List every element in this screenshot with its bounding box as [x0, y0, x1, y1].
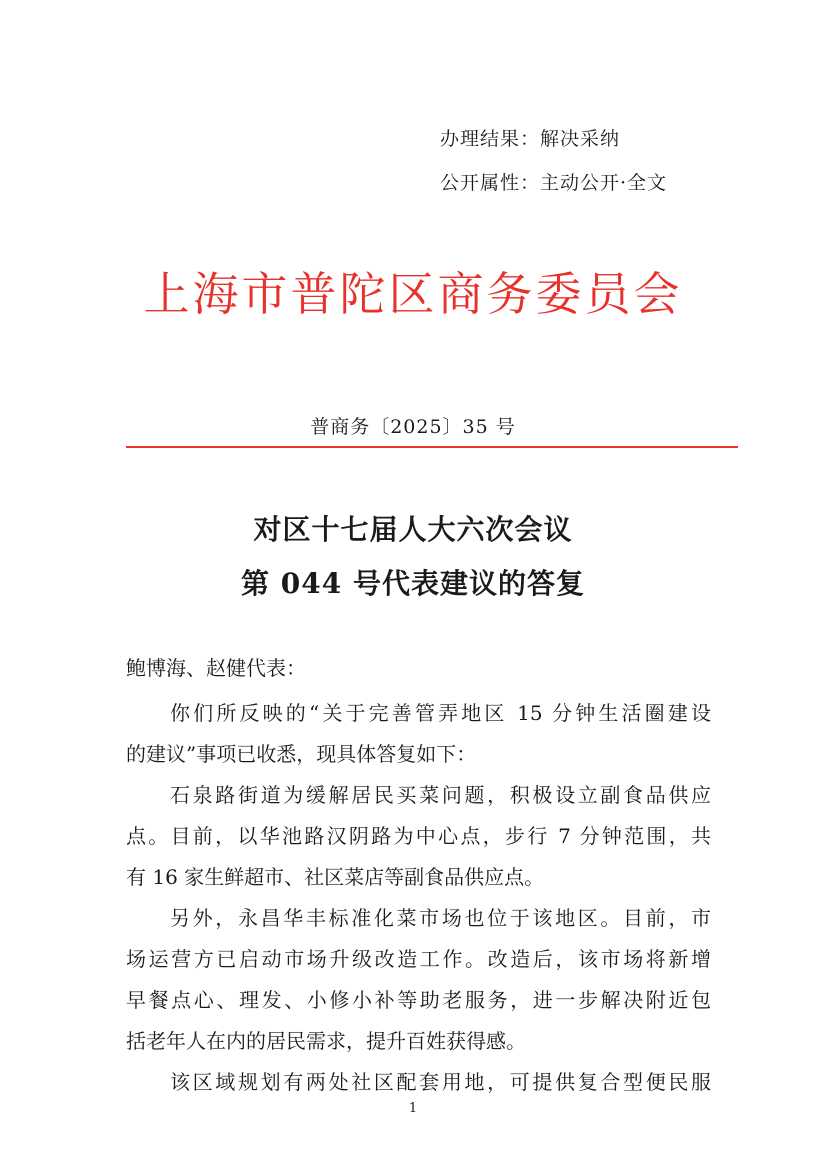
- body-line: 你们所反映的“关于完善管弄地区 15 分钟生活圈建设: [170, 701, 711, 725]
- issuing-authority-masthead: 上海市普陀区商务委员会: [143, 267, 683, 321]
- body-line: 场运营方已启动市场升级改造工作。改造后，该市场将新增: [126, 947, 711, 971]
- salutation: 鲍博海、赵健代表：: [126, 656, 306, 680]
- body-line: 该区域规划有两处社区配套用地，可提供复合型便民服: [170, 1070, 711, 1094]
- red-separator-line: [126, 446, 738, 448]
- body-line: 括老年人在内的居民需求，提升百姓获得感。: [126, 1029, 526, 1053]
- page-number: 1: [408, 1101, 418, 1116]
- body-line: 有 16 家生鲜超市、社区菜店等副食品供应点。: [126, 865, 545, 889]
- document-number: 普商务〔2025〕35 号: [310, 416, 516, 438]
- disclosure-attribute: 公开属性：主动公开·全文: [440, 172, 668, 194]
- body-line: 点。目前，以华池路汉阴路为中心点，步行 7 分钟范围，共: [126, 824, 711, 848]
- body-line: 石泉路街道为缓解居民买菜问题，积极设立副食品供应: [170, 783, 711, 807]
- document-title-line-1: 对区十七届人大六次会议: [253, 513, 573, 546]
- body-line: 早餐点心、理发、小修小补等助老服务，进一步解决附近包: [126, 988, 711, 1012]
- body-line: 另外，永昌华丰标准化菜市场也位于该地区。目前，市: [170, 906, 711, 930]
- document-title-line-2: 第 044 号代表建议的答复: [241, 567, 585, 600]
- body-line: 的建议”事项已收悉，现具体答复如下：: [126, 742, 477, 766]
- handling-result: 办理结果：解决采纳: [440, 128, 621, 150]
